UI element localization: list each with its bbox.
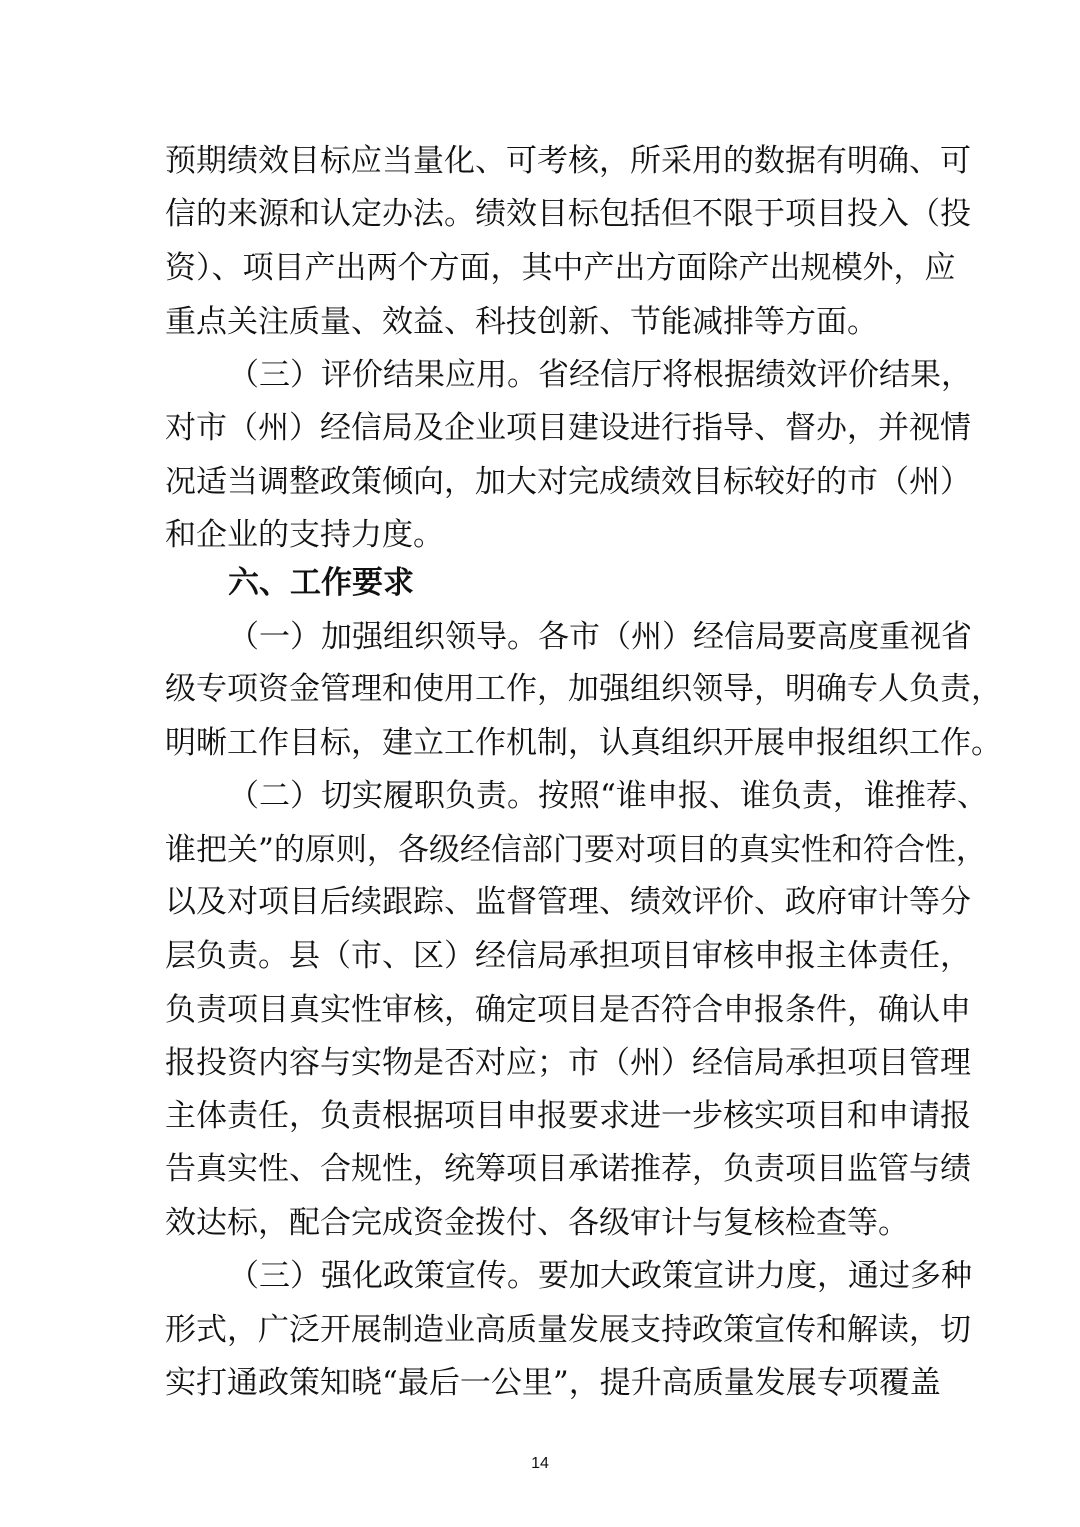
paragraph-line: 况适当调整政策倾向，加大对完成绩效目标较好的市（州）: [165, 464, 971, 500]
paragraph-line: （三）强化政策宣传。要加大政策宣讲力度，通过多种: [228, 1258, 972, 1294]
paragraph-line: 级专项资金管理和使用工作，加强组织领导，明确专人负责，: [165, 671, 1002, 707]
paragraph-line: 层负责。县（市、区）经信局承担项目审核申报主体责任，: [165, 938, 971, 974]
paragraph-line: 效达标，配合完成资金拨付、各级审计与复核检查等。: [165, 1205, 909, 1241]
paragraph-line: 资）、项目产出两个方面，其中产出方面除产出规模外，应: [165, 250, 956, 286]
paragraph-line: 对市（州）经信局及企业项目建设进行指导、督办，并视情: [165, 410, 971, 446]
paragraph-line: （一）加强组织领导。各市（州）经信局要高度重视省: [228, 619, 972, 655]
paragraph-line: 谁把关”的原则，各级经信部门要对项目的真实性和符合性，: [165, 832, 987, 868]
paragraph-line: 预期绩效目标应当量化、可考核，所采用的数据有明确、可: [165, 143, 971, 179]
paragraph-line: （三）评价结果应用。省经信厅将根据绩效评价结果，: [228, 357, 972, 393]
paragraph-line: 明晰工作目标，建立工作机制，认真组织开展申报组织工作。: [165, 725, 1002, 761]
paragraph-line: 以及对项目后续跟踪、监督管理、绩效评价、政府审计等分: [165, 884, 971, 920]
paragraph-line: 实打通政策知晓“最后一公里”，提升高质量发展专项覆盖: [165, 1365, 941, 1401]
paragraph-line: 重点关注质量、效益、科技创新、节能减排等方面。: [165, 304, 878, 340]
paragraph-line: 告真实性、合规性，统筹项目承诺推荐，负责项目监管与绩: [165, 1151, 971, 1187]
paragraph-line: 负责项目真实性审核，确定项目是否符合申报条件，确认申: [165, 992, 971, 1028]
paragraph-line: 形式，广泛开展制造业高质量发展支持政策宣传和解读，切: [165, 1312, 971, 1348]
paragraph-line: 和企业的支持力度。: [165, 517, 444, 553]
section-heading: 六、工作要求: [228, 565, 414, 601]
paragraph-line: 信的来源和认定办法。绩效目标包括但不限于项目投入（投: [165, 196, 971, 232]
paragraph-line: 主体责任，负责根据项目申报要求进一步核实项目和申请报: [165, 1098, 971, 1134]
page-number: 14: [531, 1455, 549, 1472]
paragraph-line: （二）切实履职负责。按照“谁申报、谁负责，谁推荐、: [228, 778, 988, 814]
paragraph-line: 报投资内容与实物是否对应；市（州）经信局承担项目管理: [165, 1045, 971, 1081]
